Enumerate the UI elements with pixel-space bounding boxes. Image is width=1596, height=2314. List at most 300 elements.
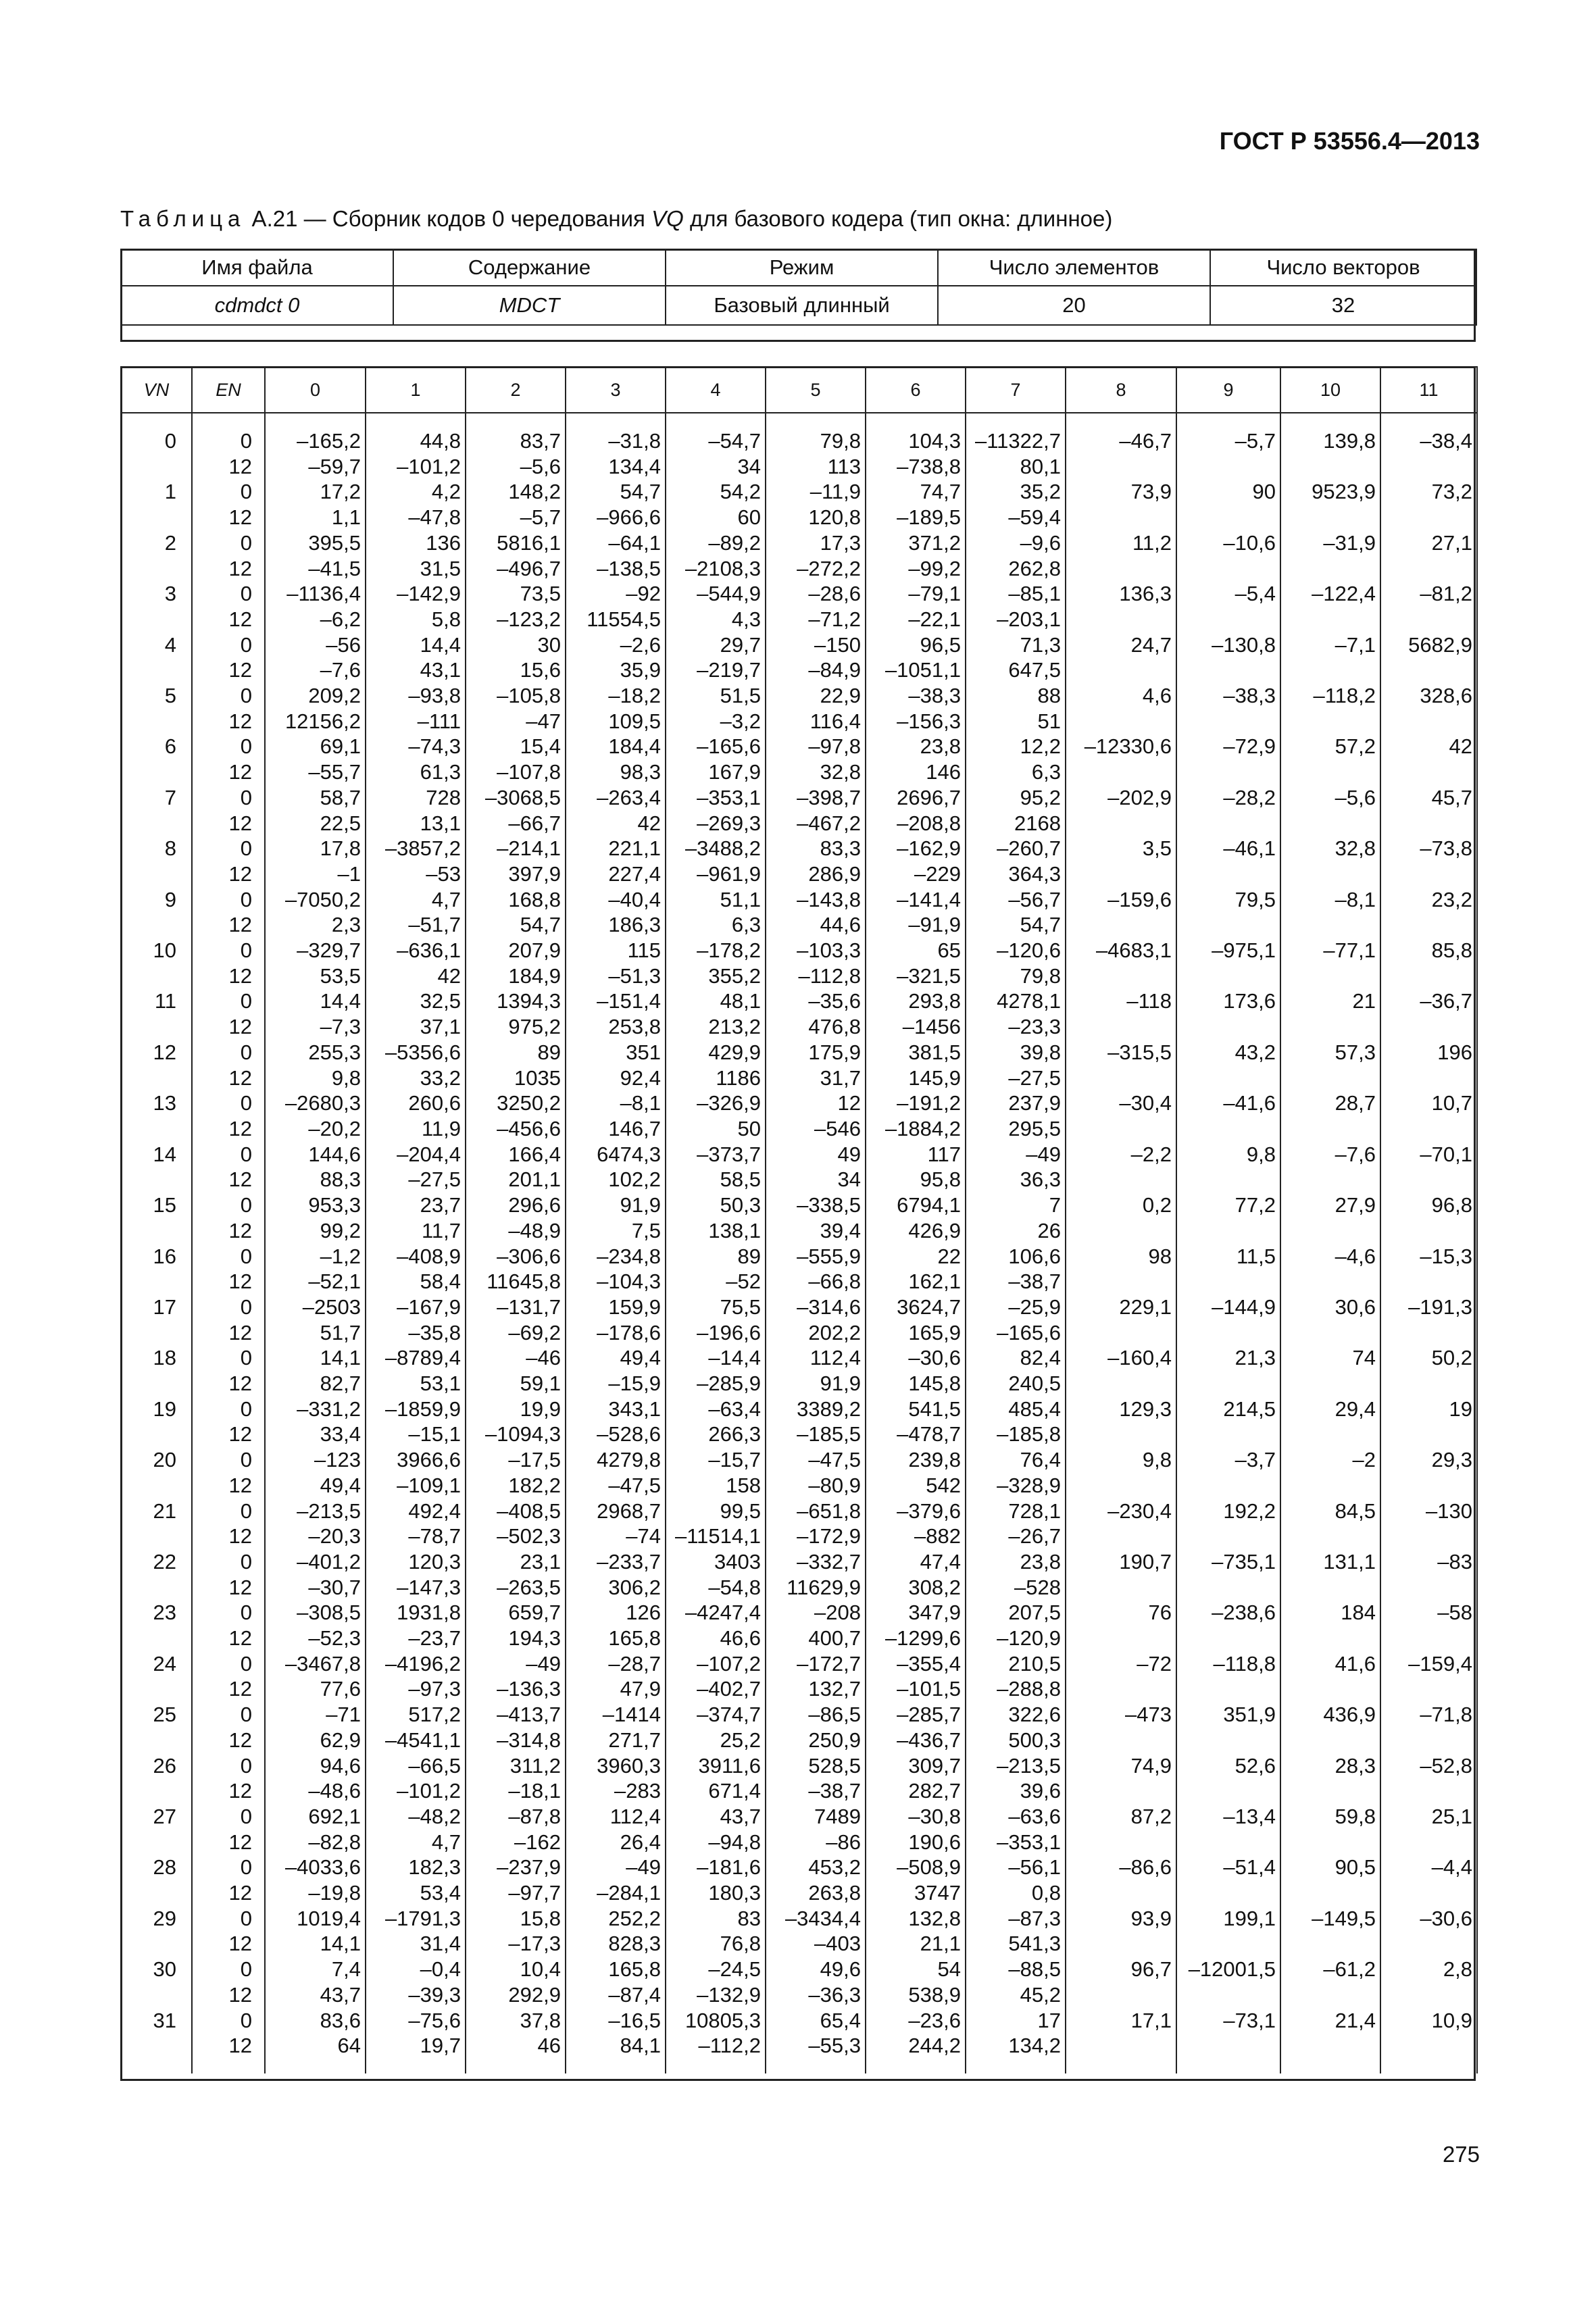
value-cell: 4,7 [366,887,466,913]
value-cell: 76,4 [966,1447,1066,1473]
value-cell: 49,6 [766,1957,866,1982]
value-cell: 84,1 [566,2033,666,2073]
table-row [121,1880,1477,1906]
value-cell: 229,1 [1066,1294,1176,1320]
value-cell: 397,9 [466,861,566,887]
value-cell: –149,5 [1280,1906,1380,1932]
en-cell: 0 [192,1192,265,1218]
en-cell: 12 [192,1982,265,2008]
table-row [121,1065,1477,1091]
vn-cell [121,912,192,938]
column-header: 11 [1380,367,1477,413]
value-cell: 79,8 [966,963,1066,989]
value-cell: –544,9 [666,581,766,607]
value-cell: –8,1 [566,1090,666,1116]
en-cell: 0 [192,887,265,913]
value-cell: 69,1 [265,734,366,759]
value-cell: –5,4 [1176,581,1280,607]
value-cell: –138,5 [566,556,666,582]
value-cell: 9,8 [265,1065,366,1091]
value-cell: –86,6 [1066,1855,1176,1880]
value-cell: 214,5 [1176,1397,1280,1422]
en-cell: 0 [192,581,265,607]
value-cell: –263,5 [466,1575,566,1601]
table-row [121,1345,1477,1371]
value-cell: 15,4 [466,734,566,759]
value-cell: –122,4 [1280,581,1380,607]
vn-cell: 14 [121,1142,192,1167]
value-cell: 29,3 [1380,1447,1477,1473]
value-cell: 148,2 [466,479,566,505]
value-cell: –1884,2 [866,1116,966,1142]
en-cell: 0 [192,1855,265,1880]
value-cell: 91,9 [566,1192,666,1218]
column-header: 0 [265,367,366,413]
value-cell: 64 [265,2033,366,2073]
vn-cell [121,1473,192,1499]
value-cell: 3747 [866,1880,966,1906]
value-cell: –87,8 [466,1804,566,1830]
value-cell [1066,709,1176,734]
table-row [121,1549,1477,1575]
value-cell [1280,1778,1380,1804]
value-cell: –28,6 [766,581,866,607]
column-header: 7 [966,367,1066,413]
value-cell [1280,1676,1380,1702]
table-row [121,1702,1477,1728]
vn-cell: 24 [121,1651,192,1677]
value-cell: –4196,2 [366,1651,466,1677]
value-cell: 54,7 [566,479,666,505]
info-header-file-name: Имя файла [121,249,393,286]
value-cell: 85,8 [1380,938,1477,963]
vn-cell: 7 [121,785,192,811]
value-cell: 47,9 [566,1676,666,1702]
value-cell: 186,3 [566,912,666,938]
value-cell: –58 [1380,1600,1477,1626]
value-cell: 173,6 [1176,988,1280,1014]
value-cell: 253,8 [566,1014,666,1040]
en-cell: 0 [192,1804,265,1830]
value-cell: –103,3 [766,938,866,963]
en-cell: 0 [192,683,265,709]
vn-cell [121,657,192,683]
value-cell [1380,912,1477,938]
table-row [121,530,1477,556]
column-header: 5 [766,367,866,413]
value-cell: –66,7 [466,811,566,836]
table-row [121,1142,1477,1167]
value-cell: –51,4 [1176,1855,1280,1880]
value-cell: 106,6 [966,1244,1066,1269]
value-cell: 54,7 [466,912,566,938]
value-cell: –191,3 [1380,1294,1477,1320]
value-cell: –87,3 [966,1906,1066,1932]
value-cell: 83,6 [265,2008,366,2034]
value-cell: –156,3 [866,709,966,734]
value-cell: –10,6 [1176,530,1280,556]
value-cell: –101,2 [366,454,466,480]
value-cell: –55,3 [766,2033,866,2073]
value-cell: 309,7 [866,1753,966,1779]
value-cell: –1414 [566,1702,666,1728]
vn-cell [121,759,192,785]
value-cell: 2696,7 [866,785,966,811]
value-cell: 728,1 [966,1499,1066,1524]
vn-cell: 4 [121,632,192,658]
value-cell [1066,657,1176,683]
value-cell [1380,607,1477,632]
value-cell: 27,1 [1380,530,1477,556]
en-cell: 12 [192,709,265,734]
value-cell: –97,3 [366,1676,466,1702]
value-cell: 92,4 [566,1065,666,1091]
value-cell: 46 [466,2033,566,2073]
value-cell: –11,9 [766,479,866,505]
column-header: EN [192,367,265,413]
value-cell: –53 [366,861,466,887]
vn-cell: 8 [121,836,192,861]
value-cell: 95,2 [966,785,1066,811]
en-cell: 12 [192,861,265,887]
column-header: 10 [1280,367,1380,413]
value-cell: –85,1 [966,581,1066,607]
value-cell: –2108,3 [666,556,766,582]
value-cell: –69,2 [466,1320,566,1346]
value-cell: –30,4 [1066,1090,1176,1116]
value-cell [1280,811,1380,836]
value-cell [1176,1218,1280,1244]
value-cell [1176,861,1280,887]
value-cell: –7050,2 [265,887,366,913]
value-cell: 49 [766,1142,866,1167]
value-cell [1280,1575,1380,1601]
value-cell: –118,2 [1280,683,1380,709]
value-cell: –38,7 [966,1269,1066,1294]
value-cell: 98,3 [566,759,666,785]
value-cell: –238,6 [1176,1600,1280,1626]
value-cell: 82,4 [966,1345,1066,1371]
value-cell: 13,1 [366,811,466,836]
en-cell: 12 [192,607,265,632]
value-cell: –373,7 [666,1142,766,1167]
value-cell: –81,2 [1380,581,1477,607]
value-cell: 145,8 [866,1371,966,1397]
en-cell: 12 [192,1269,265,1294]
en-cell: 0 [192,1753,265,1779]
value-cell: –54,7 [666,413,766,454]
value-cell [1280,607,1380,632]
value-cell: –36,7 [1380,988,1477,1014]
table-row [121,413,1477,454]
value-cell: 1394,3 [466,988,566,1014]
value-cell: –38,7 [766,1778,866,1804]
vn-cell [121,607,192,632]
value-cell: –1 [265,861,366,887]
vn-cell [121,1524,192,1549]
value-cell: 10805,3 [666,2008,766,2034]
value-cell: 12 [766,1090,866,1116]
value-cell [1066,556,1176,582]
en-cell: 12 [192,505,265,530]
value-cell: –315,5 [1066,1040,1176,1065]
value-cell: –70,1 [1380,1142,1477,1167]
value-cell: 117 [866,1142,966,1167]
value-cell: –132,9 [666,1982,766,2008]
value-cell: 355,2 [666,963,766,989]
value-cell: 184,9 [466,963,566,989]
en-cell: 0 [192,1702,265,1728]
value-cell: –272,2 [766,556,866,582]
value-cell: 500,3 [966,1728,1066,1753]
value-cell [1380,1676,1477,1702]
value-cell [1280,556,1380,582]
value-cell: –202,9 [1066,785,1176,811]
value-cell: –38,3 [1176,683,1280,709]
value-cell: 11,2 [1066,530,1176,556]
value-cell: 5,8 [366,607,466,632]
value-cell: 51,7 [265,1320,366,1346]
vn-cell: 2 [121,530,192,556]
value-cell: –355,4 [866,1651,966,1677]
value-cell: –31,8 [566,413,666,454]
value-cell: –555,9 [766,1244,866,1269]
en-cell: 0 [192,1957,265,1982]
value-cell [1380,759,1477,785]
value-cell: 83,7 [466,413,566,454]
vn-cell: 27 [121,1804,192,1830]
value-cell [1380,1575,1477,1601]
value-cell: –82,8 [265,1830,366,1855]
value-cell: 96,7 [1066,1957,1176,1982]
value-cell: 3403 [666,1549,766,1575]
value-cell: –167,9 [366,1294,466,1320]
en-cell: 12 [192,1931,265,1957]
document-code: ГОСТ Р 53556.4—2013 [1219,127,1480,155]
value-cell: –165,6 [966,1320,1066,1346]
table-row [121,1575,1477,1601]
value-cell: –331,2 [265,1397,366,1422]
value-cell: –203,1 [966,607,1066,632]
value-cell [1066,1320,1176,1346]
value-cell: 371,2 [866,530,966,556]
en-cell: 0 [192,1294,265,1320]
value-cell: –92 [566,581,666,607]
value-cell: 62,9 [265,1728,366,1753]
column-header: 3 [566,367,666,413]
value-cell: 88,3 [265,1167,366,1192]
value-cell: –966,6 [566,505,666,530]
value-cell: –66,5 [366,1753,466,1779]
value-cell: 21,4 [1280,2008,1380,2034]
table-row [121,1778,1477,1804]
en-cell: 0 [192,632,265,658]
value-cell: –123 [265,1447,366,1473]
en-cell: 0 [192,1447,265,1473]
value-cell: –46,7 [1066,413,1176,454]
value-cell: –89,2 [666,530,766,556]
value-cell: –237,9 [466,1855,566,1880]
value-cell: 44,6 [766,912,866,938]
value-cell [1066,1218,1176,1244]
value-cell [1280,709,1380,734]
value-cell: –74 [566,1524,666,1549]
column-header: 8 [1066,367,1176,413]
value-cell: –162 [466,1830,566,1855]
value-cell: –46 [466,1345,566,1371]
value-cell: –214,1 [466,836,566,861]
table-row [121,657,1477,683]
table-row [121,861,1477,887]
value-cell [1380,709,1477,734]
table-row [121,1040,1477,1065]
value-cell: –51,3 [566,963,666,989]
value-cell: 4,3 [666,607,766,632]
value-cell: –7,6 [1280,1142,1380,1167]
vn-cell: 22 [121,1549,192,1575]
value-cell: –328,9 [966,1473,1066,1499]
value-cell: 88 [966,683,1066,709]
value-cell: 199,1 [1176,1906,1280,1932]
value-cell: –338,5 [766,1192,866,1218]
value-cell: 292,9 [466,1982,566,2008]
vn-cell [121,1167,192,1192]
value-cell: 45,2 [966,1982,1066,2008]
value-cell: 73,9 [1066,479,1176,505]
value-cell [1380,1218,1477,1244]
value-cell: 47,4 [866,1549,966,1575]
value-cell [1176,1422,1280,1447]
value-cell: 99,5 [666,1499,766,1524]
value-cell: –73,1 [1176,2008,1280,2034]
value-cell: –71,2 [766,607,866,632]
value-cell [1280,1218,1380,1244]
value-cell: 54 [866,1957,966,1982]
value-cell: –321,5 [866,963,966,989]
value-cell [1280,454,1380,480]
value-cell [1066,2033,1176,2073]
value-cell: 129,3 [1066,1397,1176,1422]
value-cell: 168,8 [466,887,566,913]
value-cell: –104,3 [566,1269,666,1294]
value-cell: –49 [966,1142,1066,1167]
value-cell: –403 [766,1931,866,1957]
value-cell: –144,9 [1176,1294,1280,1320]
vn-cell [121,811,192,836]
vn-cell [121,861,192,887]
value-cell: –1,2 [265,1244,366,1269]
value-cell: 138,1 [666,1218,766,1244]
value-cell: –185,5 [766,1422,866,1447]
value-cell: 73,2 [1380,479,1477,505]
value-cell: –142,9 [366,581,466,607]
value-cell: 131,1 [1280,1549,1380,1575]
value-cell: –213,5 [966,1753,1066,1779]
value-cell [1380,1830,1477,1855]
value-cell: 196 [1380,1040,1477,1065]
value-cell [1280,1728,1380,1753]
table-row [121,1524,1477,1549]
value-cell: –107,2 [666,1651,766,1677]
value-cell: 25,2 [666,1728,766,1753]
value-cell: 953,3 [265,1192,366,1218]
value-cell: 52,6 [1176,1753,1280,1779]
value-cell [1380,861,1477,887]
value-cell: –12001,5 [1176,1957,1280,1982]
value-cell: 162,1 [866,1269,966,1294]
value-cell: 35,9 [566,657,666,683]
value-cell: –141,4 [866,887,966,913]
value-cell: 227,4 [566,861,666,887]
value-cell: 328,6 [1380,683,1477,709]
value-cell: 3966,6 [366,1447,466,1473]
value-cell: 45,7 [1380,785,1477,811]
value-cell: 44,8 [366,413,466,454]
value-cell: 237,9 [966,1090,1066,1116]
vn-cell: 23 [121,1600,192,1626]
table-row [121,1651,1477,1677]
table-row [121,1906,1477,1932]
value-cell: 23,1 [466,1549,566,1575]
value-cell: 139,8 [1280,413,1380,454]
value-cell: –314,6 [766,1294,866,1320]
value-cell: –204,4 [366,1142,466,1167]
vn-cell: 6 [121,734,192,759]
value-cell: –402,7 [666,1676,766,1702]
value-cell: 77,2 [1176,1192,1280,1218]
value-cell: 11,7 [366,1218,466,1244]
value-cell: –4033,6 [265,1855,366,1880]
value-cell: –20,3 [265,1524,366,1549]
table-row [121,1371,1477,1397]
caption-text-pre: А.21 — Сборник кодов 0 чередования [245,206,652,231]
value-cell: 306,2 [566,1575,666,1601]
value-cell [1380,505,1477,530]
value-cell: 436,9 [1280,1702,1380,1728]
value-cell: –97,7 [466,1880,566,1906]
value-cell: –48,2 [366,1804,466,1830]
value-cell: 23,2 [1380,887,1477,913]
value-cell: –78,7 [366,1524,466,1549]
value-cell: –189,5 [866,505,966,530]
vn-cell [121,1422,192,1447]
value-cell [1380,1269,1477,1294]
value-cell [1380,1728,1477,1753]
vn-cell: 31 [121,2008,192,2034]
value-cell: 42 [366,963,466,989]
value-cell [1066,963,1176,989]
en-cell: 12 [192,1422,265,1447]
value-cell: 12,2 [966,734,1066,759]
value-cell: 1035 [466,1065,566,1091]
value-cell: 30 [466,632,566,658]
column-header: 6 [866,367,966,413]
value-cell: 27,9 [1280,1192,1380,1218]
value-cell: –3068,5 [466,785,566,811]
value-cell: –651,8 [766,1499,866,1524]
value-cell: –172,9 [766,1524,866,1549]
value-cell: 184 [1280,1600,1380,1626]
value-cell: –4541,1 [366,1728,466,1753]
page-number: 275 [1442,2142,1480,2167]
vn-cell [121,1269,192,1294]
en-cell: 0 [192,479,265,505]
value-cell: –882 [866,1524,966,1549]
table-row [121,1676,1477,1702]
value-cell [1280,1473,1380,1499]
value-cell: –408,5 [466,1499,566,1524]
value-cell: 542 [866,1473,966,1499]
